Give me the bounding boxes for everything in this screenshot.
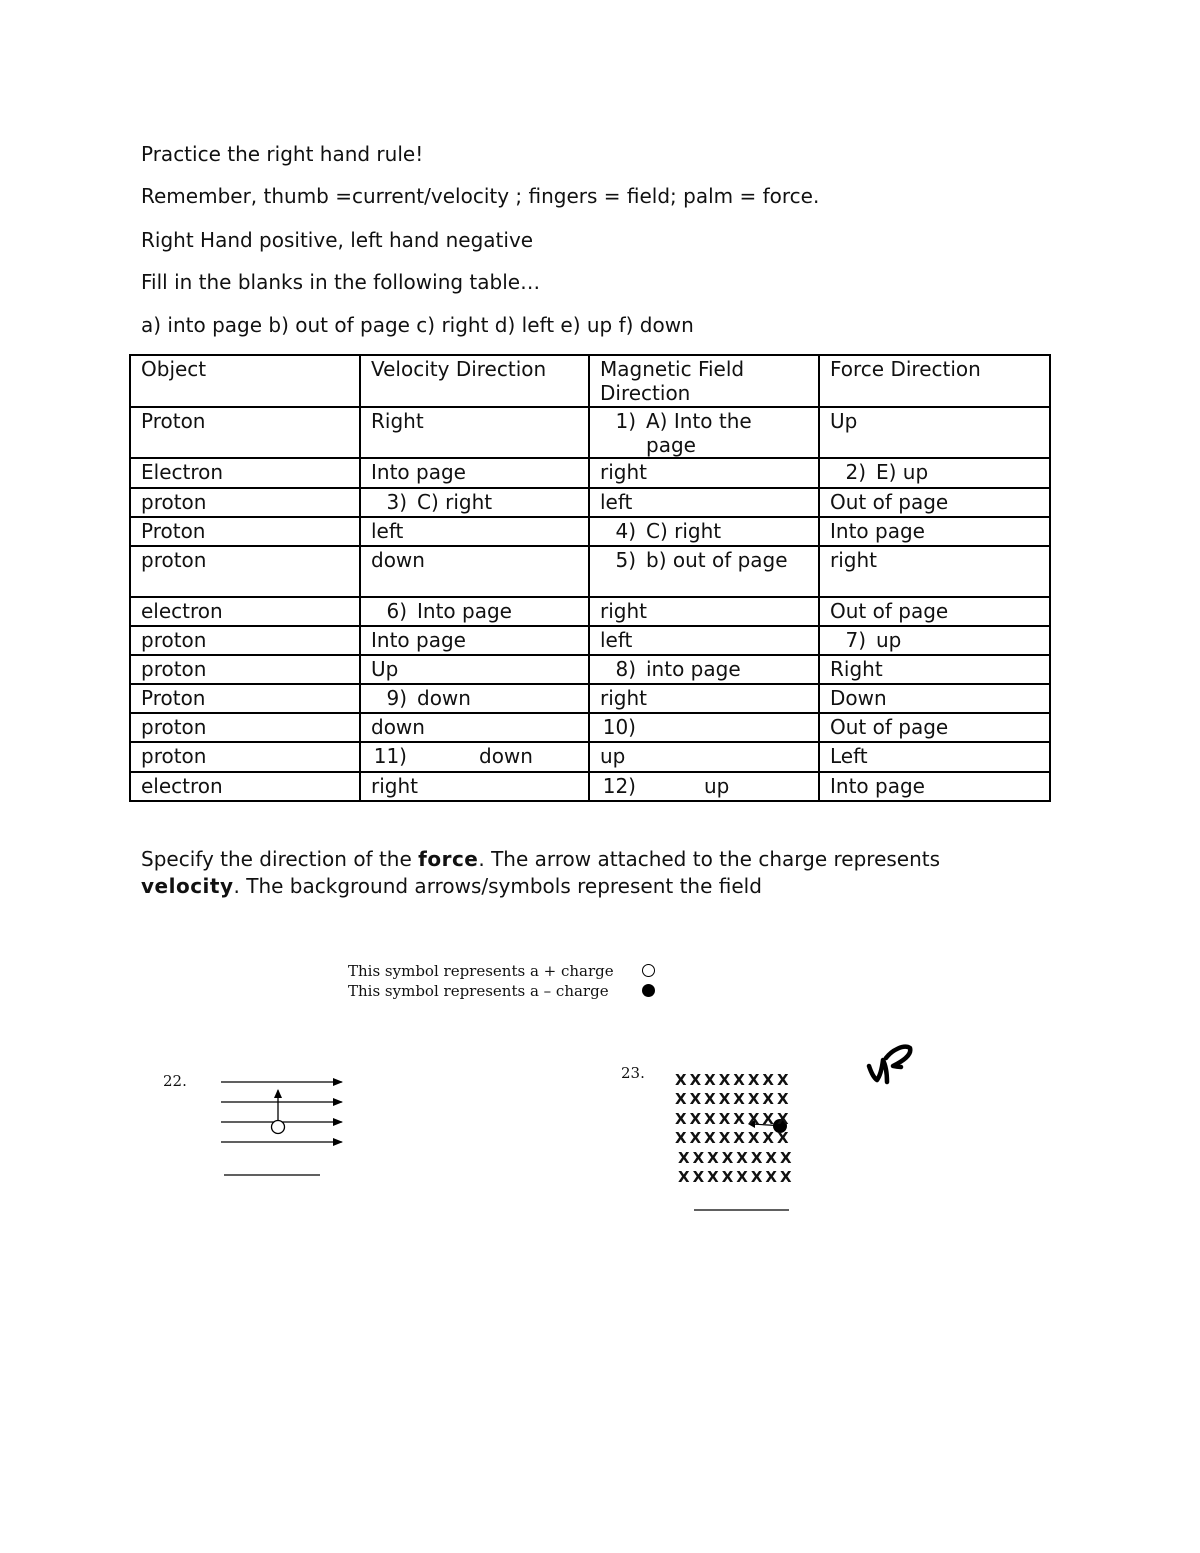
blank-number: 7) bbox=[845, 628, 866, 652]
cell-field: right bbox=[589, 458, 819, 488]
rule-reminder: Remember, thumb =current/velocity ; fingers = field; palm = force. bbox=[141, 184, 820, 208]
field-into-page-row: XXXXXXXX bbox=[675, 1090, 792, 1108]
handwritten-answer-up bbox=[869, 1047, 910, 1082]
legend-negative-label: This symbol represents a – charge bbox=[348, 982, 609, 1000]
velocity-arrowhead-icon bbox=[274, 1089, 282, 1098]
problem-22-diagram bbox=[221, 1082, 342, 1175]
instructions-text: . The background arrows/symbols represent the field bbox=[233, 874, 762, 898]
header-object: Object bbox=[130, 355, 360, 407]
field-into-page-row: XXXXXXXX bbox=[675, 1071, 792, 1089]
blank-number: 6) bbox=[386, 599, 407, 623]
cell-velocity: Right bbox=[360, 407, 589, 458]
blank-answer: C) right bbox=[417, 490, 493, 514]
blank-number: 9) bbox=[386, 686, 407, 710]
header-velocity: Velocity Direction bbox=[360, 355, 589, 407]
problem-22-label: 22. bbox=[163, 1072, 187, 1090]
cell-velocity: down bbox=[360, 546, 589, 597]
table-instruction: Fill in the blanks in the following table… bbox=[141, 270, 541, 294]
blank-answer: b) out of page bbox=[646, 548, 788, 572]
blank-number: 8) bbox=[615, 657, 636, 681]
cell-force: Out of page bbox=[819, 713, 1050, 742]
instructions-text: . The arrow attached to the charge represents bbox=[478, 847, 941, 871]
cell-field: right bbox=[589, 684, 819, 713]
blank-answer: down bbox=[417, 686, 471, 710]
blank-number: 12) bbox=[602, 774, 636, 798]
cell-velocity: Up bbox=[360, 655, 589, 684]
header-field: Magnetic Field Direction bbox=[589, 355, 819, 407]
cell-object: electron bbox=[130, 772, 360, 801]
cell-velocity: down bbox=[360, 713, 589, 742]
cell-velocity: right bbox=[360, 772, 589, 801]
instructions-velocity-word: velocity bbox=[141, 874, 234, 898]
cell-force: Left bbox=[819, 742, 1050, 772]
cell-object: Proton bbox=[130, 517, 360, 546]
blank-answer: down bbox=[479, 744, 533, 768]
instructions-force-word: force bbox=[418, 847, 479, 871]
cell-object: electron bbox=[130, 597, 360, 626]
cell-force: Down bbox=[819, 684, 1050, 713]
blank-answer: C) right bbox=[646, 519, 722, 543]
cell-object: Proton bbox=[130, 407, 360, 458]
cell-object: proton bbox=[130, 655, 360, 684]
problem-23-label: 23. bbox=[621, 1064, 645, 1082]
field-into-page-row: XXXXXXXX bbox=[678, 1168, 795, 1186]
cell-field: right bbox=[589, 597, 819, 626]
blank-answer: Into page bbox=[417, 599, 512, 623]
instructions-text: Specify the direction of the bbox=[141, 847, 419, 871]
cell-object: proton bbox=[130, 713, 360, 742]
cell-force: Into page bbox=[819, 517, 1050, 546]
blank-answer: up bbox=[704, 774, 730, 798]
cell-object: Proton bbox=[130, 684, 360, 713]
legend-positive-label: This symbol represents a + charge bbox=[348, 962, 614, 980]
cell-velocity: left bbox=[360, 517, 589, 546]
blank-number: 3) bbox=[386, 490, 407, 514]
cell-force: right bbox=[819, 546, 1050, 597]
blank-number: 4) bbox=[615, 519, 636, 543]
blank-answer: into page bbox=[646, 657, 741, 681]
positive-charge-icon bbox=[272, 1121, 285, 1134]
blank-answer: E) up bbox=[876, 460, 929, 484]
blank-answer: A) Into the page bbox=[646, 409, 752, 457]
field-into-page-row: XXXXXXXX bbox=[675, 1129, 792, 1147]
answer-choices: a) into page b) out of page c) right d) left e) up f) down bbox=[141, 313, 694, 337]
field-into-page-row: XXXXXXXX bbox=[678, 1149, 795, 1167]
hand-sign-note: Right Hand positive, left hand negative bbox=[141, 228, 534, 252]
cell-velocity: Into page bbox=[360, 458, 589, 488]
blank-number: 10) bbox=[602, 715, 636, 739]
blank-number: 5) bbox=[615, 548, 636, 572]
blank-number: 11) bbox=[373, 744, 407, 768]
cell-force: Out of page bbox=[819, 597, 1050, 626]
blank-number: 2) bbox=[845, 460, 866, 484]
cell-force: Up bbox=[819, 407, 1050, 458]
header-force: Force Direction bbox=[819, 355, 1050, 407]
blank-answer: up bbox=[876, 628, 902, 652]
cell-object: proton bbox=[130, 742, 360, 772]
cell-object: proton bbox=[130, 626, 360, 655]
cell-object: proton bbox=[130, 546, 360, 597]
cell-field: up bbox=[589, 742, 819, 772]
cell-force: Into page bbox=[819, 772, 1050, 801]
cell-force: Out of page bbox=[819, 488, 1050, 517]
cell-object: proton bbox=[130, 488, 360, 517]
cell-field: left bbox=[589, 488, 819, 517]
title-line: Practice the right hand rule! bbox=[141, 142, 424, 166]
cell-force: Right bbox=[819, 655, 1050, 684]
field-into-page-row: XXXXXXXX bbox=[675, 1110, 792, 1128]
blank-number: 1) bbox=[615, 409, 636, 433]
cell-object: Electron bbox=[130, 458, 360, 488]
cell-velocity: Into page bbox=[360, 626, 589, 655]
cell-field: left bbox=[589, 626, 819, 655]
